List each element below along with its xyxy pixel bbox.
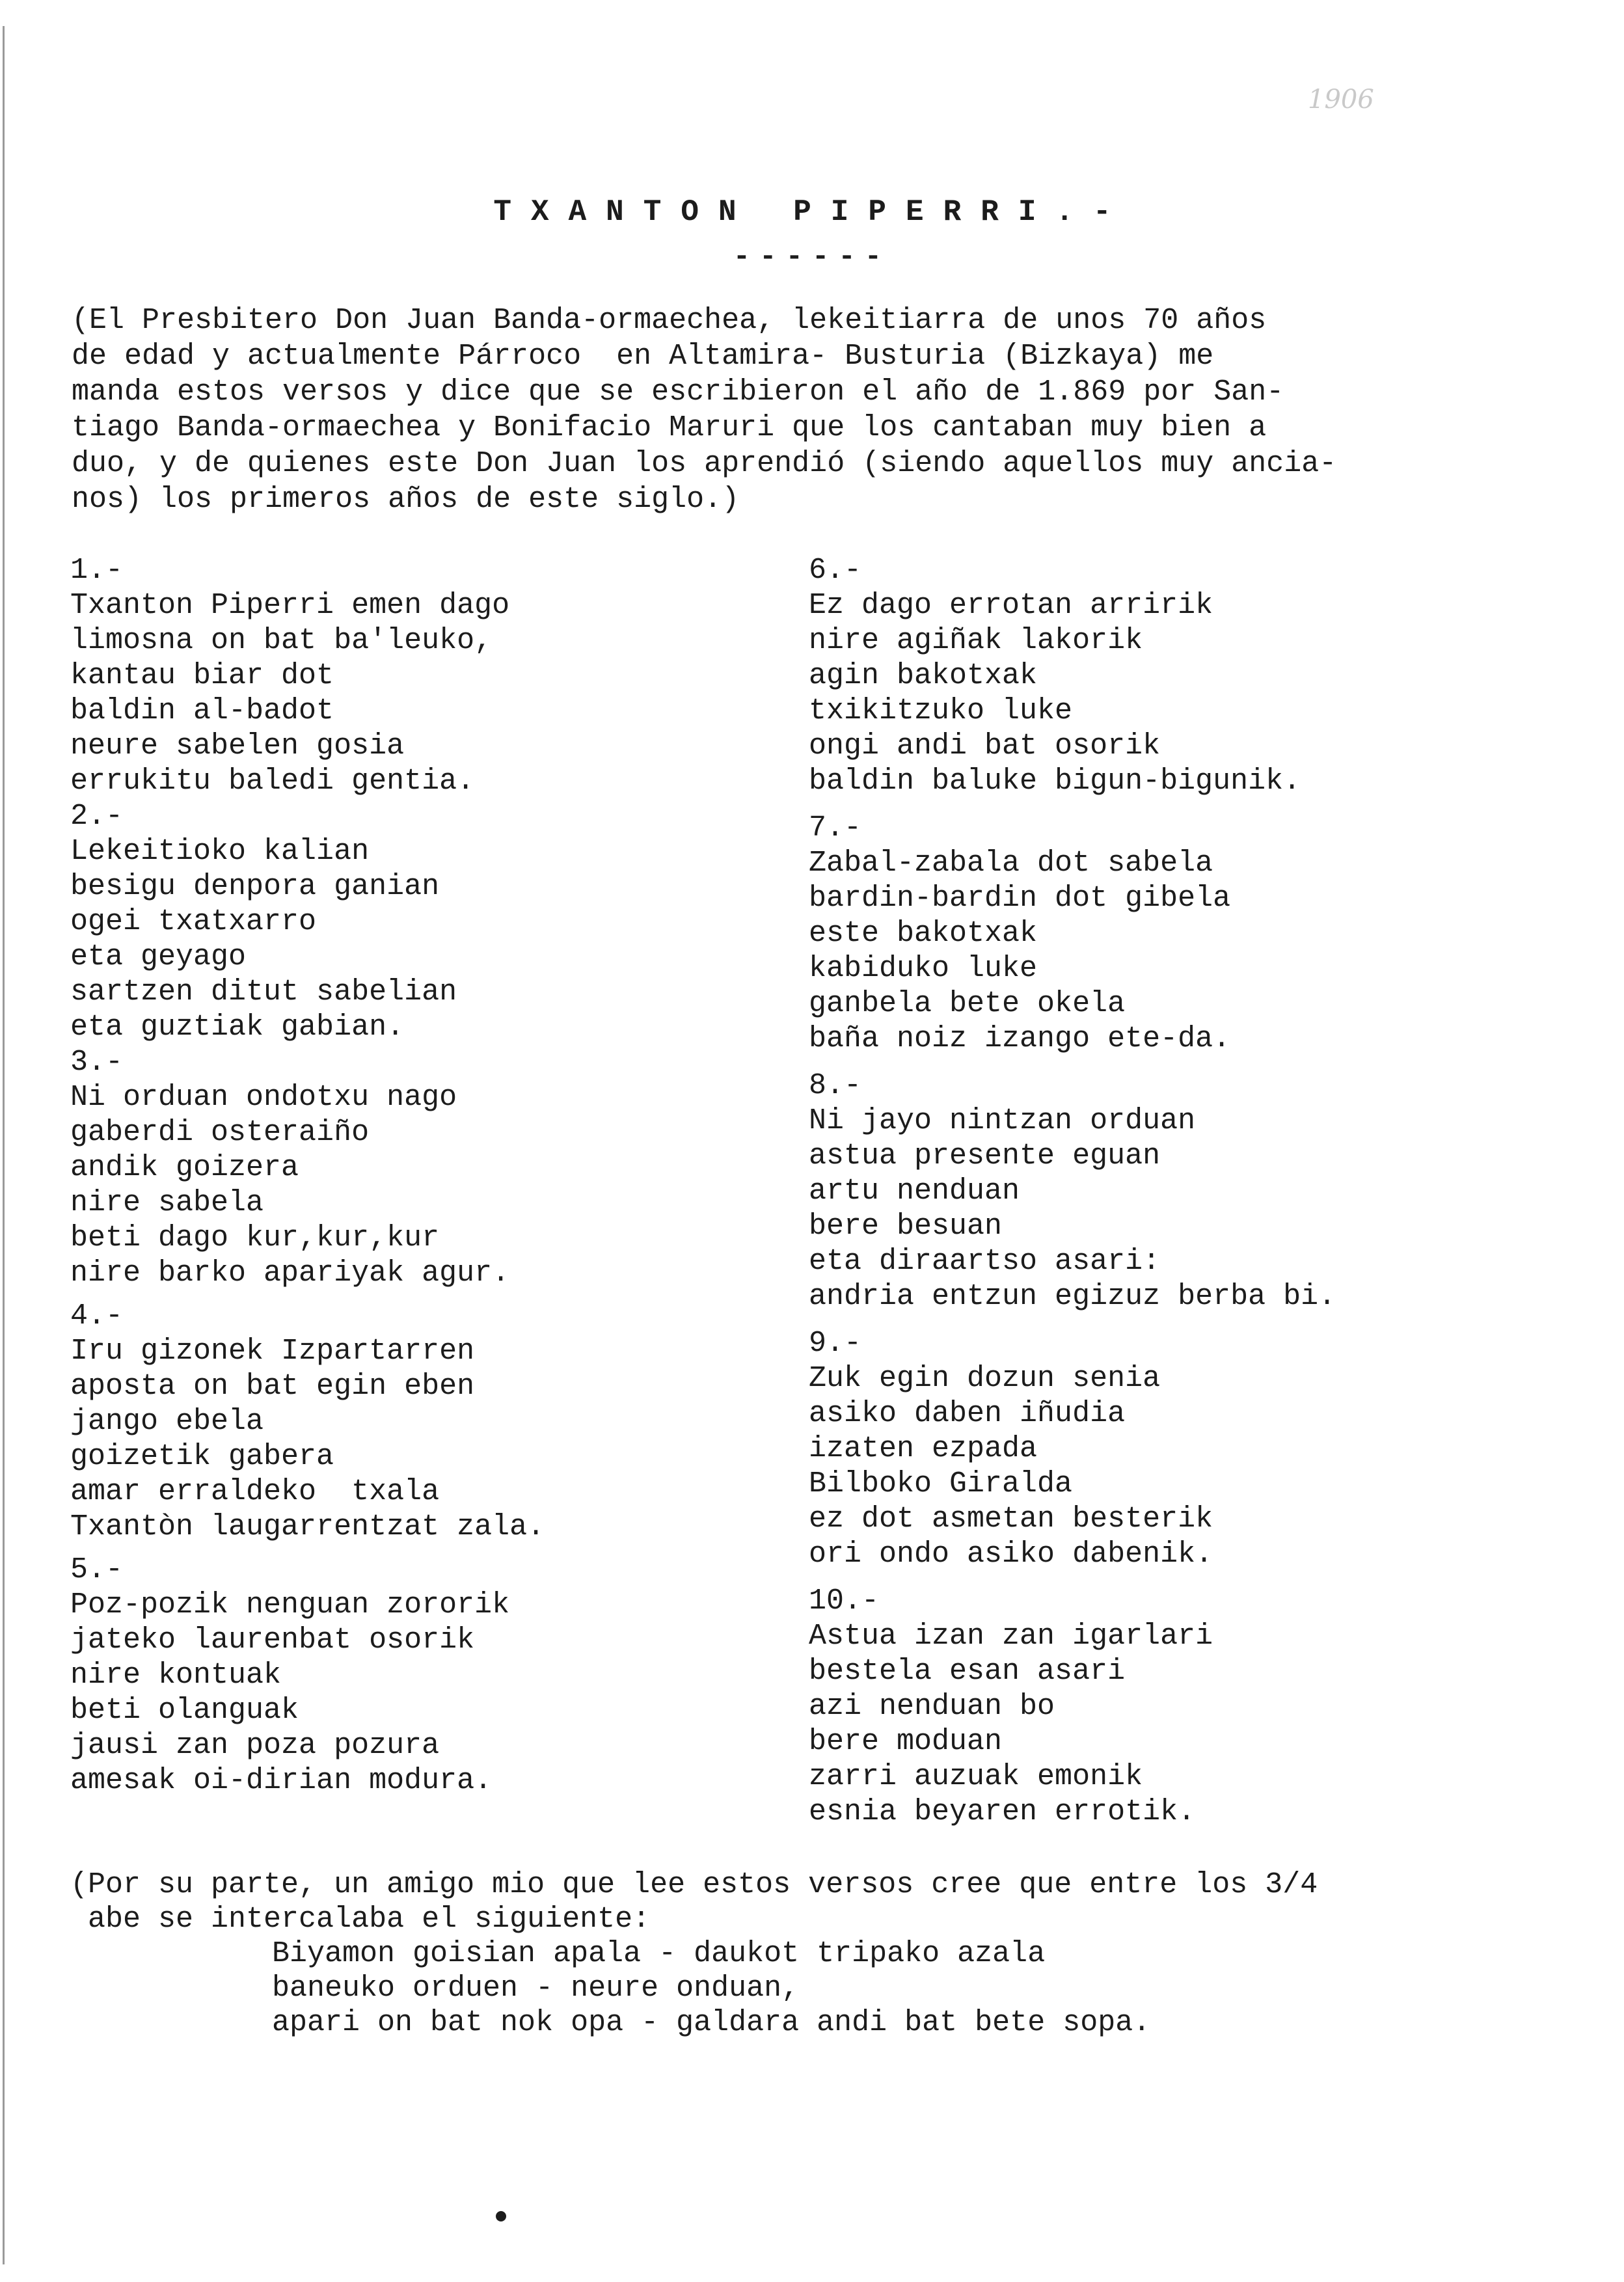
- stanza-number: 8.-: [809, 1069, 862, 1102]
- verse-line: beti olanguak: [70, 1694, 299, 1727]
- intro-line: manda estos versos y dice que se escribieron el año de 1.869 por San-: [72, 375, 1284, 409]
- stanza-5: [70, 1553, 545, 1799]
- verse-line: besigu denpora ganian: [70, 870, 440, 903]
- stanza-number: 9.-: [809, 1327, 862, 1360]
- stanza-8: [809, 1068, 1336, 1314]
- verse-line: Astua izan zan igarlari: [809, 1620, 1213, 1653]
- intro-line: nos) los primeros años de este siglo.): [72, 483, 740, 516]
- stanza-3: [70, 1045, 545, 1291]
- verse-line: sartzen ditut sabelian: [70, 975, 457, 1009]
- verse-line: amesak oi-dirian modura.: [70, 1764, 493, 1797]
- verse-line: nire barko apariyak agur.: [70, 1256, 510, 1290]
- verse-line: aposta on bat egin eben: [70, 1370, 475, 1403]
- verse-line: Zabal-zabala dot sabela: [809, 847, 1213, 880]
- verse-line: ori ondo asiko dabenik.: [809, 1538, 1213, 1571]
- verse-line: nire sabela: [70, 1186, 264, 1219]
- left-column: [70, 553, 545, 1799]
- verse-line: nire kontuak: [70, 1659, 282, 1692]
- verse-line: Lekeitioko kalian: [70, 835, 370, 868]
- verse-line: bardin-bardin dot gibela: [809, 882, 1231, 915]
- stanza-7: [809, 811, 1336, 1057]
- verse-line: goizetik gabera: [70, 1440, 334, 1473]
- title-underline: ------: [733, 241, 891, 273]
- verse-line: ongi andi bat osorik: [809, 729, 1161, 763]
- verse-line: Ni jayo nintzan orduan: [809, 1104, 1196, 1137]
- verse-line: Poz-pozik nenguan zororik: [70, 1588, 510, 1622]
- verse-line: beti dago kur,kur,kur: [70, 1221, 440, 1255]
- stanza-number: 6.-: [809, 554, 862, 587]
- verse-line: eta guztiak gabian.: [70, 1011, 405, 1044]
- verse-line: neure sabelen gosia: [70, 729, 405, 763]
- intercalated-verse-line: baneuko orduen - neure onduan,: [272, 1972, 800, 2005]
- verse-line: Ni orduan ondotxu nago: [70, 1081, 457, 1114]
- stanza-2: [70, 799, 545, 1045]
- verse-line: eta geyago: [70, 940, 247, 973]
- verse-line: Zuk egin dozun senia: [809, 1362, 1161, 1395]
- stanza-number: 4.-: [70, 1299, 124, 1333]
- page-edge-line: [3, 26, 5, 2264]
- verse-line: andik goizera: [70, 1151, 299, 1184]
- verse-line: ez dot asmetan besterik: [809, 1502, 1213, 1536]
- verse-line: gaberdi osteraiño: [70, 1116, 370, 1149]
- right-column: [809, 553, 1336, 1830]
- verse-line: agin bakotxak: [809, 659, 1038, 692]
- verse-line: kantau biar dot: [70, 659, 334, 692]
- verse-line: asiko daben iñudia: [809, 1397, 1126, 1430]
- verse-line: artu nenduan: [809, 1175, 1020, 1208]
- verse-line: ganbela bete okela: [809, 987, 1126, 1020]
- verse-line: izaten ezpada: [809, 1432, 1038, 1465]
- verse-line: Txanton Piperri emen dago: [70, 589, 510, 622]
- verse-line: baldin al-badot: [70, 694, 334, 727]
- pencil-mark: 1906: [1308, 85, 1374, 115]
- stanza-number: 10.-: [809, 1584, 880, 1618]
- verse-line: kabiduko luke: [809, 952, 1038, 985]
- stanza-4: [70, 1299, 545, 1545]
- intro-line: tiago Banda-ormaechea y Bonifacio Maruri que los cantaban muy bien a: [72, 411, 1267, 444]
- stanza-number: 3.-: [70, 1046, 124, 1079]
- verse-line: limosna on bat ba'leuko,: [70, 624, 493, 657]
- intercalated-verse-line: Biyamon goisian apala - daukot tripako azala: [272, 1937, 1046, 1970]
- verse-line: bere besuan: [809, 1210, 1003, 1243]
- footer-line: abe se intercalaba el siguiente:: [70, 1903, 651, 1936]
- verse-line: este bakotxak: [809, 917, 1038, 950]
- intro-paragraph: [72, 303, 1588, 517]
- verse-line: Bilboko Giralda: [809, 1467, 1073, 1501]
- verse-line: astua presente eguan: [809, 1139, 1161, 1173]
- verse-line: nire agiñak lakorik: [809, 624, 1143, 657]
- verse-line: baldin baluke bigun-bigunik.: [809, 765, 1301, 798]
- verse-line: Iru gizonek Izpartarren: [70, 1335, 475, 1368]
- ink-dot: [496, 2211, 506, 2221]
- stanza-6: [809, 553, 1336, 799]
- verse-line: azi nenduan bo: [809, 1690, 1055, 1723]
- verse-line: Txantòn laugarrentzat zala.: [70, 1510, 545, 1543]
- footer-line: (Por su parte, un amigo mio que lee estos versos cree que entre los 3/4: [70, 1868, 1318, 1901]
- verse-line: baña noiz izango ete-da.: [809, 1022, 1231, 1055]
- verse-line: andria entzun egizuz berba bi.: [809, 1280, 1336, 1313]
- stanza-number: 7.-: [809, 811, 862, 845]
- verse-line: errukitu baledi gentia.: [70, 765, 475, 798]
- verse-line: amar erraldeko txala: [70, 1475, 440, 1508]
- intro-line: (El Presbitero Don Juan Banda-ormaechea, lekeitiarra de unos 70 años: [72, 304, 1267, 337]
- poem-title: TXANTON PIPERRI.-: [493, 195, 1131, 229]
- verse-line: zarri auzuak emonik: [809, 1760, 1143, 1793]
- verse-line: jausi zan poza pozura: [70, 1729, 440, 1762]
- footer-note: [70, 1868, 1318, 2040]
- verse-line: bere moduan: [809, 1725, 1003, 1758]
- intercalated-verse-line: apari on bat nok opa - galdara andi bat bete sopa.: [272, 2006, 1151, 2039]
- stanza-9: [809, 1326, 1336, 1572]
- intro-line: de edad y actualmente Párroco en Altamira- Busturia (Bizkaya) me: [72, 340, 1214, 373]
- stanza-1: [70, 553, 545, 799]
- verse-line: Ez dago errotan arririk: [809, 589, 1213, 622]
- stanza-number: 2.-: [70, 800, 124, 833]
- verse-line: bestela esan asari: [809, 1655, 1126, 1688]
- verse-line: txikitzuko luke: [809, 694, 1073, 727]
- verse-line: jango ebela: [70, 1405, 264, 1438]
- verse-line: esnia beyaren errotik.: [809, 1795, 1196, 1828]
- verse-line: jateko laurenbat osorik: [70, 1623, 475, 1657]
- stanza-10: [809, 1584, 1336, 1830]
- verse-line: eta diraartso asari:: [809, 1245, 1161, 1278]
- verse-line: ogei txatxarro: [70, 905, 317, 938]
- stanza-number: 1.-: [70, 554, 124, 587]
- stanza-number: 5.-: [70, 1553, 124, 1586]
- intro-line: duo, y de quienes este Don Juan los aprendió (siendo aquellos muy ancia-: [72, 447, 1337, 480]
